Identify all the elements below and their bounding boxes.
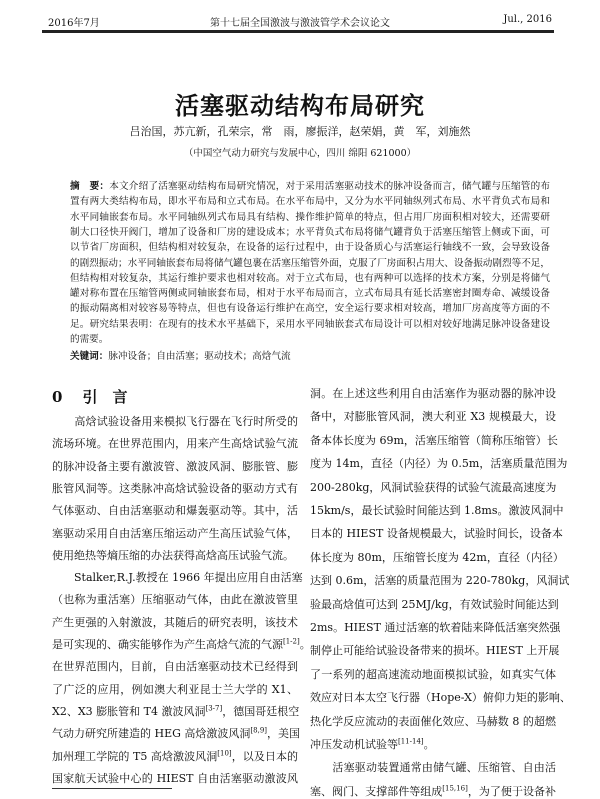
abstract-line [70,272,550,286]
abstract-text: 制大口径快开阀门，增加了设备和厂房的建设成本；水平背负式布局将储气罐背负于活塞压缩管上侧或下面，可 [70,226,550,238]
abstract-text: 水平同轴嵌套布局。水平同轴纵列式布局具有结构、操作维护简单的特点，但占用厂房面积相对较大，还需要研 [70,211,550,223]
abstract-label: 摘 要： [70,181,110,192]
text-line [310,573,570,588]
line-text: 度为 14m，直径（内径）为 0.5m，活塞质量范围为 [310,457,568,471]
line-text: 日本的 HIEST 设备规模最大，试验时间长，设备本 [310,527,563,541]
abstract-line [70,302,550,316]
citation: [11-14] [398,737,424,746]
line-text-tail: ，以及日本的 [231,749,299,763]
text-line [310,597,559,612]
line-text: 加州理工学院的 T5 高焓激波风洞 [52,749,218,763]
abstract-line [70,257,550,271]
line-text: 热化学反应流动的表面催化效应、马赫数 8 的超燃 [310,714,556,728]
header-conference: 第十七届全国激波与激波管学术会议论文 [210,18,390,29]
line-text: 是可实现的、确实能够作为产生高焓气流的气源 [52,638,283,651]
citation: [1-2] [283,637,300,646]
text-line [52,592,298,607]
text-line [310,667,556,682]
text-line [310,433,556,448]
section-heading [52,386,127,407]
line-text-tail: ，美国 [267,727,301,741]
line-text: 体长度为 80m，压缩管长度为 42m，直径（内径） [310,550,564,564]
text-line [52,414,298,429]
abstract-text: 罐对称布置在压缩管两侧或同轴嵌套布局，相对于水平布局而言，立式布局具有延长活塞密封圈寿命、减缓设备 [70,288,550,300]
text-line [310,690,571,705]
text-line [310,760,556,775]
affiliation: （中国空气动力研究与发展中心，四川 绵阳 621000） [183,148,417,159]
header-date-cn: 2016年7月 [48,18,100,29]
text-line [52,726,301,741]
line-text-tail: ，为了便于设备补 [467,784,557,798]
abstract-text: 的需要。 [70,334,109,345]
text-line [310,714,556,729]
citation: [3-7] [205,704,223,713]
citation: [8,9] [250,726,268,735]
text-line [310,620,561,635]
text-line [52,704,298,719]
line-text: 塞驱动采用自由活塞压缩运动产生高压试验气体， [52,526,298,540]
text-line [310,480,556,495]
line-text: 验最高焓值可达到 25MJ/kg，有效试验时间能达到 [310,597,559,611]
abstract-line [70,287,550,301]
text-line [310,737,556,752]
line-text: 气体驱动、自由活塞驱动和爆轰驱动等。其中，活 [52,504,298,518]
section-number: 0 [52,388,63,406]
abstract-line [70,195,550,209]
authors: 吕治国，苏亢新，孔荣宗，常 雨，廖振洋，赵荣娟，黄 军，刘施然 [129,125,471,138]
abstract-text: 本文介绍了活塞驱动结构布局研究情况，对于采用活塞驱动技术的脉冲设备而言，储气罐与压缩管的布 [109,181,551,192]
line-text: 了一系列的超高速流动地面模拟试验，如真实气体 [310,667,556,681]
text-line [52,481,298,496]
keywords-label: 关键词： [70,351,109,362]
line-text: 产生更强的入射激波，其随后的研究表明，该技术 [52,615,298,629]
line-text: 冲压发动机试验等 [310,738,398,751]
line-text: 高焓试验设备用来模拟飞行器在飞行时所受的 [52,415,298,428]
keywords-value: 脉冲设备；自由活塞；驱动技术；高焓气流 [108,351,291,362]
abstract-text: 足。研究结果表明：在现有的技术水平基础下，采用水平同轴嵌套式布局设计可以相对较好地满足脉冲设备建设 [70,318,550,330]
text-line [310,456,568,471]
text-line [52,459,298,474]
line-text: 胀管风洞等。这类脉冲高焓试验设备的驱动方式有 [52,481,298,495]
abstract-line [70,333,550,347]
abstract-text: 的振动隔离相对较容易等特点，但也有设备运行维护在高空，安全运行要求相对较高，增加厂房高度等方面的不 [70,303,550,315]
citation: [10] [217,748,232,757]
line-text: 活塞驱动装置通常由储气罐、压缩管、自由活 [310,761,556,775]
text-line [310,550,564,565]
text-line [52,615,298,630]
line-text: 备中，对膨胀管风洞，澳大利亚 X3 规模最大，设 [310,410,556,424]
line-text: 达到 0.6m，活塞的质量范围为 220-780kg，风洞试 [310,574,570,588]
text-line [52,682,298,697]
text-line [52,503,298,518]
line-text: 200-280kg，风洞试验获得的试验气流最高速度为 [310,480,557,494]
text-line [52,548,298,563]
line-text: Stalker,R.J.教授在 1966 年提出应用自由活塞 [52,571,303,585]
line-text-tail: ，德国哥廷根空 [222,704,300,718]
text-line [52,637,311,652]
text-line [52,436,298,451]
abstract-text: 但结构相对较复杂，其运行维护要求也相对较高。对于立式布局，也有两种可以选择的技术方案，分别是将储气 [70,272,550,284]
header-date-en: Jul., 2016 [503,14,552,25]
footnote-rule [52,788,172,789]
abstract-text: 的剧烈振动；水平同轴嵌套布局将储气罐包裹在活塞压缩管外面，克服了厂房面积占用大、设备振动剧烈等不足， [70,257,550,269]
abstract-line [70,211,550,225]
line-text: 的脉冲设备主要有激波管、激波风洞、膨胀管、膨 [52,459,298,473]
line-text: 塞、阀门、支撑部件等组成 [310,784,443,798]
section-title: 引 言 [82,388,128,406]
line-text: 使用绝热等熵压缩的办法获得高焓高压试验气流。 [52,548,294,562]
paper-title: 活塞驱动结构布局研究 [175,91,425,120]
keywords [70,350,550,364]
text-line [310,526,563,541]
abstract-text: 以节省厂房面积，但结构相对较复杂，在设备的运行过程中，由于设备质心与活塞运行轴线不一致，会导致设备 [70,242,550,254]
line-text: 气动力研究所建造的 HEG 高焓激波风洞 [52,727,251,741]
abstract-line [70,180,550,194]
text-line [310,784,556,799]
citation: [15,16] [442,784,468,793]
line-text: 效应对日本太空飞行器（Hope-X）俯仰力矩的影响、 [310,691,571,705]
line-text: 了广泛的应用，例如澳大利亚昆士兰大学的 X1、 [52,682,298,696]
line-text: 国家航天试验中心的 HIEST 自由活塞驱动激波风 [52,771,298,785]
line-text: 2ms。HIEST 通过活塞的软着陆来降低活塞突然强 [310,621,561,634]
abstract-text: 置有两大类结构布局，即水平布局和立式布局。在水平布局中，又分为水平同轴纵列式布局、水平背负式布局和 [70,196,550,208]
line-text: 备本体长度为 69m，活塞压缩管（简称压缩管）长 [310,433,558,447]
text-line [310,409,556,424]
line-text: 流场环境。在世界范围内，用来产生高焓试验气流 [52,437,298,451]
text-line [52,526,298,541]
text-line [310,386,556,401]
line-text: X2、X3 膨胀管和 T4 激波风洞 [52,704,206,718]
text-line [52,659,298,674]
abstract-line [70,226,550,240]
line-text: （也称为重活塞）压缩驱动气体，由此在激波管里 [52,593,298,607]
abstract-line [70,318,550,332]
line-text: 洞。在上述这些利用自由活塞作为驱动器的脉冲设 [310,387,556,400]
line-text-tail: 。 [299,638,311,651]
text-line [310,643,560,658]
text-line [310,503,564,518]
line-text: 制停止可能给试验设备带来的损坏。HIEST 上开展 [310,644,560,658]
line-text-tail: 。 [423,738,435,751]
text-line [52,570,303,585]
header-rule [42,30,554,33]
text-line [52,771,298,786]
abstract-line [70,241,550,255]
line-text: 15km/s，最长试验时间能达到 1.8ms。激波风洞中 [310,504,564,517]
text-line [52,749,298,764]
line-text: 在世界范围内，目前，自由活塞驱动技术已经得到 [52,660,298,674]
